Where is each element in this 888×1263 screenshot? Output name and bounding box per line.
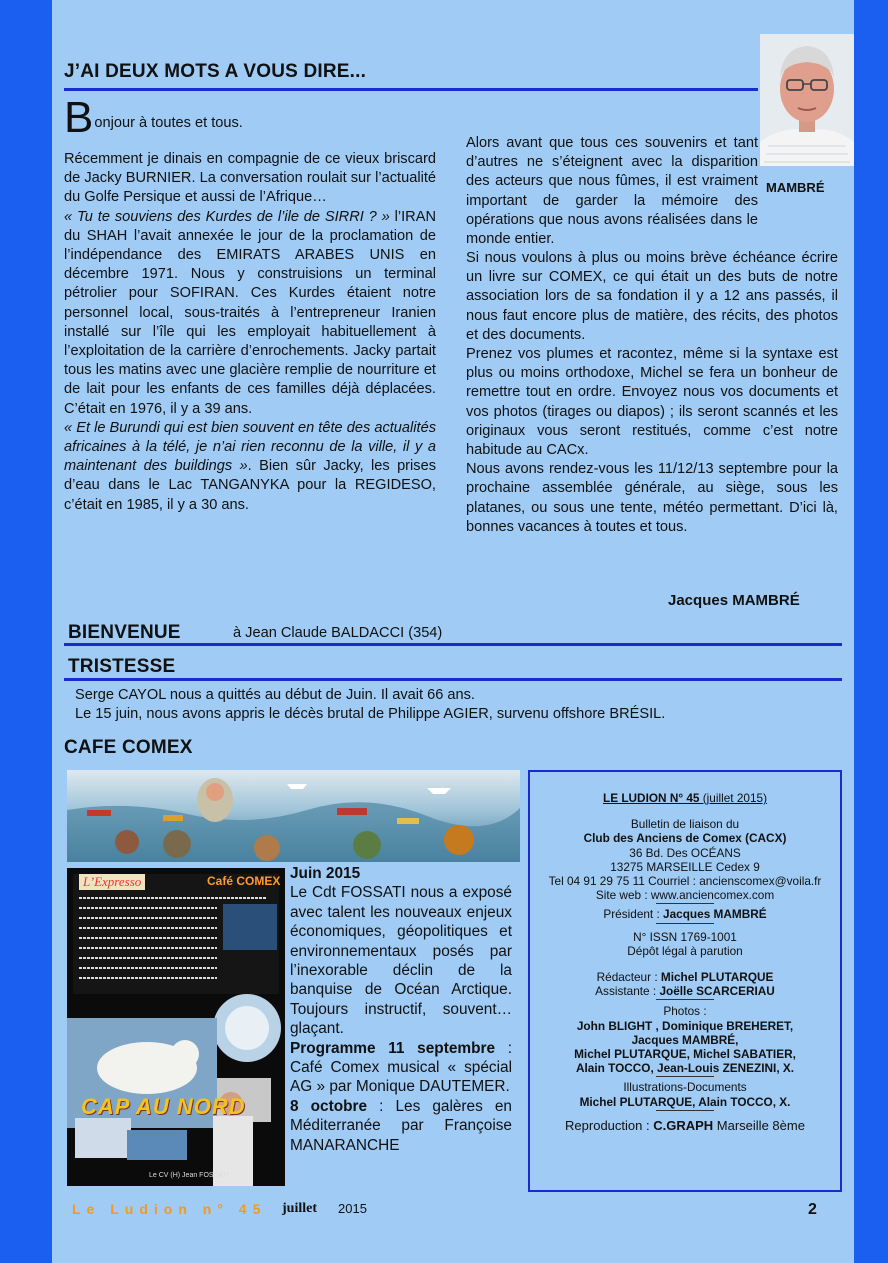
author-photo <box>760 34 854 166</box>
cafe-title: CAFE COMEX <box>64 737 193 758</box>
paragraph: Si nous voulons à plus ou moins brève échéance écrire un livre sur COMEX, ce qui était un des buts de notre association lors de sa fondation il y a 12 ans passés, il nous faut encore plus de matière, des récits, des photos et des documents. <box>466 250 838 343</box>
conference-poster <box>67 868 285 1186</box>
footer-year: 2015 <box>338 1201 367 1216</box>
poster-logo-right: Café COMEX <box>207 874 281 888</box>
tristesse-text: Serge CAYOL nous a quittés au début de Juin. Il avait 66 ans. Le 15 juin, nous avons appris le décès brutal de Philippe AGIER, survenu offshore BRÉSIL. <box>75 687 666 722</box>
cafe-october: 8 octobre : Les galères en Méditerranée par Françoise MANARANCHE <box>290 1097 512 1154</box>
editorial-left-column <box>64 93 436 515</box>
masthead-title: LE LUDION N° 45 <box>602 791 700 805</box>
cafe-date: Juin 2015 <box>290 865 361 882</box>
editorial-right-column-cont <box>466 249 838 537</box>
greeting: onjour à toutes et tous. <box>94 115 243 131</box>
cafe-text <box>290 864 512 1155</box>
footer-month: juillet <box>282 1201 317 1216</box>
photo-caption: MAMBRÉ <box>766 180 825 195</box>
cafe-paragraph: Le Cdt FOSSATI nous a exposé avec talent les nouveaux enjeux économiques, géopolitiques et environnementaux posés par l’inexorable déclin de la banquise de Océan Arctique. Toujours instructif, souvent… glaçant. <box>290 884 512 1038</box>
poster-logo-left: L’Expresso <box>79 874 145 890</box>
paragraph: Prenez vos plumes et racontez, même si la syntaxe est plus ou moins orthodoxe, Michel se fera un bonheur de remettre tout en ordre. Envoyez nous vos documents et vos photos (tirages ou diapos) ; ils seront scannés et les originaux vous seront restitués, comme c’est notre habitude au CACx. <box>466 346 838 459</box>
footer-name: Le Ludion n° 45 <box>72 1201 267 1217</box>
page-number: 2 <box>808 1201 817 1218</box>
mural-image <box>67 770 520 862</box>
bienvenue-rule <box>64 643 842 646</box>
tristesse-title: TRISTESSE <box>68 656 176 677</box>
poster-banner: CAP AU NORD <box>81 1094 246 1119</box>
paragraph: Alors avant que tous ces souvenirs et tant d’autres ne s’éteignent avec la disparition des acteurs que nous fûmes, il est vraiment important de garder la mémoire des opérations que nous avons réalisées dans le monde entier. <box>466 135 758 248</box>
editorial-right-column <box>466 134 758 249</box>
tristesse-rule <box>64 678 842 681</box>
paragraph: Nous avons rendez-vous les 11/12/13 septembre pour la prochaine assemblée générale, au siège, sous les platanes, ou sous une tente, météo permettant. D’ici là, bonnes vacances à toutes et tous. <box>466 461 838 535</box>
bienvenue-title: BIENVENUE <box>68 622 181 643</box>
signature: Jacques MAMBRÉ <box>668 592 800 609</box>
bienvenue-text: à Jean Claude BALDACCI (354) <box>233 625 443 641</box>
editorial-title: J’AI DEUX MOTS A VOUS DIRE... <box>64 61 367 82</box>
poster-caption: Le CV (H) Jean FOSSATI <box>149 1172 229 1179</box>
title-rule <box>64 88 758 91</box>
masthead-box: LE LUDION N° 45 (juillet 2015) Bulletin de liaison du Club des Anciens de Comex (CACX) 36 Bd. Des OCÉANS 13275 MARSEILLE Cedex 9 Tel 04 91 29 75 11 Courriel : ancienscomex@voila.fr Site web : www.anciencomex.com Président : Jacques MAMBRÉ N° ISSN 1769-1001 Dépôt légal à parution Rédacteur : Michel PLUTARQUE Assistante : Joëlle SCARCERIAU Photos : John BLIGHT , Dominique BREHERET, Jacques MAMBRÉ, Michel PLUTARQUE, Michel SABATIER, Alain TOCCO, Jean-Louis ZENEZINI, X. Illustrations-Documents Michel PLUTARQUE, Alain TOCCO, X. Reproduction : C.GRAPH Marseille 8ème <box>528 770 842 1192</box>
cafe-programme: Programme 11 septembre : Café Comex musical « spécial AG » par Monique DAUTEMER. <box>290 1039 512 1096</box>
paragraph: Récemment je dinais en compagnie de ce vieux briscard de Jacky BURNIER. La conversation roulait sur l’actualité du Golfe Persique et aussi de l’Afrique… « Tu te souviens des Kurdes de l’ile de SIRRI ? » l’IRAN du SHAH l’avait annexée le jour de la proclamation de l’indépendance des EMIRATS ARABES UNIS en décembre 1971. Nous y construisions un terminal pétrolier pour SOFIRAN. Ces Kurdes étaient notre personnel local, sous-traités à l’entrepreneur Iranien installé sur l’île qui les employait habituellement à l’exploitation de la carrière d’enrochements. Jacky partait tous les matins avec une glacière remplie de nourriture et de lait pour les enfants de ces familles déjà déplacées. C’était en 1976, il y a 39 ans. « Et le Burundi qui est bien souvent en tête des actualités africaines à la télé, je n’ai rien reconnu de la ville, il y a maintenant des buildings ». Bien sûr Jacky, les prises d’eau dans le Lac TANGANYKA pour la REGIDESO, c’était en 1985, il y a 30 ans. <box>64 151 436 513</box>
drop-cap: B <box>64 93 94 142</box>
